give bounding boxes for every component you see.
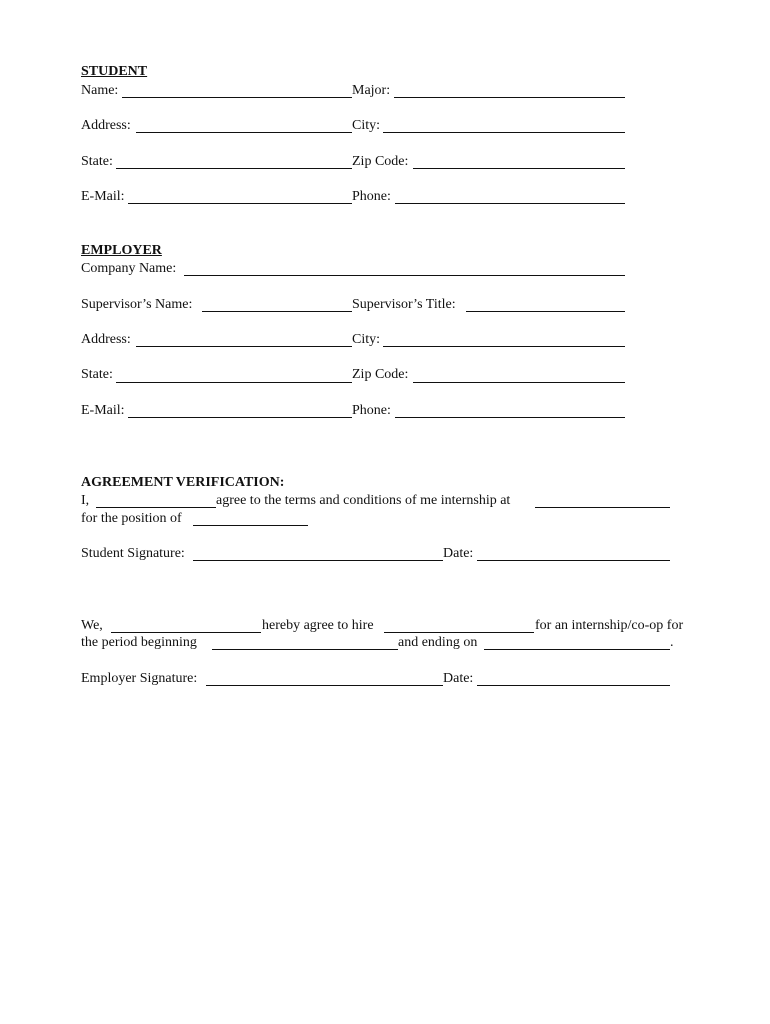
agreement-line1-middle: agree to the terms and conditions of me internship at xyxy=(216,493,511,508)
student-phone-field[interactable] xyxy=(395,203,625,204)
employer-supervisor-title-field[interactable] xyxy=(466,311,625,312)
agreement-student-name-field[interactable] xyxy=(96,507,216,508)
employer-city-field[interactable] xyxy=(383,346,625,347)
employer-city-label: City: xyxy=(352,332,381,347)
student-signature-field[interactable] xyxy=(193,560,443,561)
employer-phone-label: Phone: xyxy=(352,403,391,418)
student-signature-label: Student Signature: xyxy=(81,546,185,561)
agreement-employer-name-field[interactable] xyxy=(111,632,261,633)
employer-signature-field[interactable] xyxy=(206,685,443,686)
agreement-heading: AGREEMENT VERIFICATION: xyxy=(81,475,285,490)
employer-state-field[interactable] xyxy=(116,382,352,383)
employer-email-field[interactable] xyxy=(128,417,352,418)
student-heading: STUDENT xyxy=(81,64,148,79)
agreement-period-prefix: the period beginning xyxy=(81,635,197,650)
employer-state-label: State: xyxy=(81,367,113,382)
agreement-we-suffix: for an internship/co-op for xyxy=(535,618,684,633)
student-phone-label: Phone: xyxy=(352,189,391,204)
student-name-label: Name: xyxy=(81,83,119,98)
student-name-field[interactable] xyxy=(122,97,352,98)
employer-email-label: E-Mail: xyxy=(81,403,125,418)
agreement-line2-prefix: for the position of xyxy=(81,511,182,526)
agreement-hire-name-field[interactable] xyxy=(384,632,534,633)
employer-zip-field[interactable] xyxy=(413,382,625,383)
student-date-label: Date: xyxy=(443,546,474,561)
agreement-period-end-field[interactable] xyxy=(484,649,670,650)
student-date-field[interactable] xyxy=(477,560,670,561)
agreement-we-middle: hereby agree to hire xyxy=(262,618,374,633)
employer-phone-field[interactable] xyxy=(395,417,625,418)
student-address-field[interactable] xyxy=(136,132,352,133)
student-city-field[interactable] xyxy=(383,132,625,133)
student-state-field[interactable] xyxy=(116,168,352,169)
agreement-line1-prefix: I, xyxy=(81,493,90,508)
employer-heading: EMPLOYER xyxy=(81,243,162,258)
employer-supervisor-title-label: Supervisor’s Title: xyxy=(352,297,456,312)
agreement-period-end: . xyxy=(670,635,674,650)
student-address-label: Address: xyxy=(81,118,131,133)
employer-supervisor-name-label: Supervisor’s Name: xyxy=(81,297,193,312)
agreement-period-middle: and ending on xyxy=(398,635,478,650)
agreement-we-prefix: We, xyxy=(81,618,103,633)
employer-supervisor-name-field[interactable] xyxy=(202,311,352,312)
student-major-label: Major: xyxy=(352,83,391,98)
employer-zip-label: Zip Code: xyxy=(352,367,409,382)
student-email-label: E-Mail: xyxy=(81,189,125,204)
student-zip-label: Zip Code: xyxy=(352,154,409,169)
student-zip-field[interactable] xyxy=(413,168,625,169)
student-email-field[interactable] xyxy=(128,203,352,204)
employer-signature-label: Employer Signature: xyxy=(81,671,198,686)
student-city-label: City: xyxy=(352,118,381,133)
student-state-label: State: xyxy=(81,154,113,169)
employer-date-field[interactable] xyxy=(477,685,670,686)
employer-address-field[interactable] xyxy=(136,346,352,347)
agreement-period-begin-field[interactable] xyxy=(212,649,398,650)
employer-company-label: Company Name: xyxy=(81,261,177,276)
student-major-field[interactable] xyxy=(394,97,625,98)
agreement-company-field[interactable] xyxy=(535,507,670,508)
employer-company-field[interactable] xyxy=(184,275,625,276)
agreement-position-field[interactable] xyxy=(193,525,308,526)
employer-date-label: Date: xyxy=(443,671,474,686)
employer-address-label: Address: xyxy=(81,332,131,347)
